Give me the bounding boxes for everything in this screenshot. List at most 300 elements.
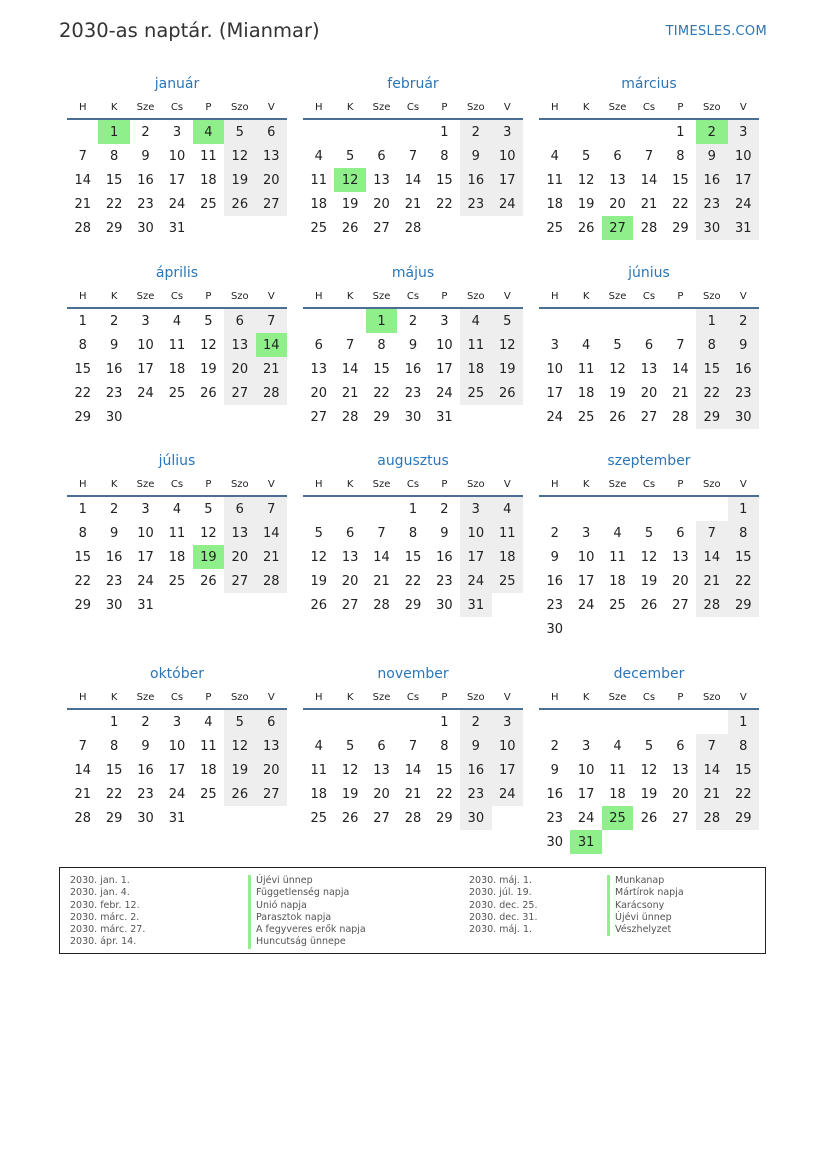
day-cell[interactable]: 10	[168, 148, 186, 164]
day-cell[interactable]: 3	[492, 119, 523, 144]
day-cell[interactable]: 4	[204, 714, 213, 730]
day-cell[interactable]: 26	[492, 381, 523, 405]
day-cell[interactable]: 23	[546, 810, 563, 826]
day-cell[interactable]: 18	[492, 545, 523, 569]
day-cell[interactable]: 6	[613, 148, 622, 164]
day-cell[interactable]: 11	[168, 525, 186, 541]
day-cell[interactable]: 31	[168, 220, 186, 236]
day-cell[interactable]: 8	[676, 148, 685, 164]
day-cell[interactable]: 11	[492, 521, 523, 545]
day-cell[interactable]: 17	[137, 549, 154, 565]
day-cell[interactable]: 9	[408, 337, 418, 353]
day-cell[interactable]: 17	[577, 573, 595, 589]
day-cell[interactable]: 27	[224, 569, 255, 593]
day-cell[interactable]: 9	[550, 549, 559, 565]
day-cell[interactable]: 23	[137, 786, 154, 802]
day-cell[interactable]: 26	[341, 220, 359, 236]
day-cell[interactable]: 21	[373, 573, 390, 589]
day-cell[interactable]: 11	[460, 333, 491, 357]
day-cell[interactable]: 4	[314, 148, 323, 164]
day-cell[interactable]: 13	[310, 361, 327, 377]
day-cell[interactable]: 1	[440, 714, 449, 730]
day-cell[interactable]: 26	[577, 220, 595, 236]
day-cell[interactable]: 24	[577, 597, 595, 613]
day-cell[interactable]: 3	[141, 501, 150, 517]
day-cell[interactable]: 3	[550, 337, 559, 353]
day-cell[interactable]: 14	[404, 762, 422, 778]
day-cell[interactable]: 28	[640, 220, 658, 236]
day-cell[interactable]: 3	[492, 709, 523, 734]
day-cell[interactable]: 3	[172, 714, 182, 730]
day-cell[interactable]: 28	[672, 409, 689, 425]
day-cell[interactable]: 6	[676, 525, 685, 541]
day-cell[interactable]: 16	[105, 361, 123, 377]
day-cell[interactable]: 29	[436, 810, 453, 826]
day-cell[interactable]: 6	[256, 119, 287, 144]
day-cell[interactable]: 31	[168, 810, 186, 826]
day-cell[interactable]: 5	[581, 148, 591, 164]
day-cell[interactable]: 18	[310, 196, 327, 212]
day-cell[interactable]: 12	[640, 762, 658, 778]
day-cell[interactable]: 6	[644, 337, 654, 353]
day-cell[interactable]: 21	[74, 196, 91, 212]
day-cell[interactable]: 19	[200, 361, 217, 377]
day-cell[interactable]: 31	[137, 597, 154, 613]
day-cell[interactable]: 7	[256, 496, 287, 521]
day-cell[interactable]: 15	[105, 762, 123, 778]
day-cell[interactable]: 10	[577, 762, 595, 778]
day-cell[interactable]: 7	[676, 337, 685, 353]
day-cell[interactable]: 8	[78, 337, 87, 353]
day-cell[interactable]: 5	[204, 501, 213, 517]
day-cell[interactable]: 30	[696, 216, 727, 240]
day-cell[interactable]: 4	[550, 148, 559, 164]
day-cell[interactable]: 11	[609, 549, 626, 565]
day-cell[interactable]: 23	[460, 192, 491, 216]
day-cell[interactable]: 13	[609, 172, 626, 188]
day-cell[interactable]: 20	[224, 357, 255, 381]
day-cell[interactable]: 21	[256, 545, 287, 569]
day-cell[interactable]: 19	[492, 357, 523, 381]
day-cell[interactable]: 16	[696, 168, 727, 192]
day-cell[interactable]: 10	[577, 549, 595, 565]
day-cell[interactable]: 14	[696, 758, 727, 782]
day-cell[interactable]: 15	[404, 549, 422, 565]
day-cell[interactable]: 22	[105, 786, 123, 802]
day-cell[interactable]: 2	[550, 738, 559, 754]
day-cell[interactable]: 13	[640, 361, 658, 377]
day-cell[interactable]: 18	[200, 172, 217, 188]
day-cell[interactable]: 13	[672, 762, 689, 778]
day-cell[interactable]: 14	[696, 545, 727, 569]
day-cell[interactable]: 21	[256, 357, 287, 381]
day-cell[interactable]: 3	[141, 313, 150, 329]
day-cell[interactable]: 9	[460, 144, 491, 168]
day-cell[interactable]: 17	[728, 168, 759, 192]
day-cell[interactable]: 15	[672, 172, 689, 188]
day-cell[interactable]: 20	[672, 786, 689, 802]
day-cell[interactable]: 10	[492, 734, 523, 758]
day-cell[interactable]: 14	[74, 762, 91, 778]
day-cell[interactable]: 19	[341, 196, 359, 212]
day-cell[interactable]: 11	[577, 361, 595, 377]
day-cell[interactable]: 4	[193, 119, 224, 144]
day-cell[interactable]: 16	[137, 762, 154, 778]
day-cell[interactable]: 1	[408, 501, 418, 517]
day-cell[interactable]: 10	[728, 144, 759, 168]
day-cell[interactable]: 1	[676, 124, 685, 140]
day-cell[interactable]: 14	[74, 172, 91, 188]
day-cell[interactable]: 24	[436, 385, 453, 401]
day-cell[interactable]: 5	[224, 119, 255, 144]
day-cell[interactable]: 9	[109, 337, 119, 353]
day-cell[interactable]: 25	[602, 806, 633, 830]
day-cell[interactable]: 12	[310, 549, 327, 565]
day-cell[interactable]: 1	[366, 308, 397, 333]
day-cell[interactable]: 25	[492, 569, 523, 593]
day-cell[interactable]: 23	[105, 385, 123, 401]
day-cell[interactable]: 30	[137, 220, 154, 236]
day-cell[interactable]: 12	[492, 333, 523, 357]
day-cell[interactable]: 6	[314, 337, 323, 353]
day-cell[interactable]: 22	[436, 196, 453, 212]
day-cell[interactable]: 8	[728, 734, 759, 758]
day-cell[interactable]: 29	[672, 220, 689, 236]
site-link[interactable]: TIMESLES.COM	[665, 24, 767, 39]
day-cell[interactable]: 3	[728, 119, 759, 144]
day-cell[interactable]: 8	[78, 525, 87, 541]
day-cell[interactable]: 30	[460, 806, 491, 830]
day-cell[interactable]: 6	[676, 738, 685, 754]
day-cell[interactable]: 9	[109, 525, 119, 541]
day-cell[interactable]: 25	[310, 810, 327, 826]
day-cell[interactable]: 12	[640, 549, 658, 565]
day-cell[interactable]: 10	[460, 521, 491, 545]
day-cell[interactable]: 15	[436, 172, 453, 188]
day-cell[interactable]: 5	[492, 308, 523, 333]
day-cell[interactable]: 23	[460, 782, 491, 806]
day-cell[interactable]: 24	[577, 810, 595, 826]
day-cell[interactable]: 8	[408, 525, 418, 541]
day-cell[interactable]: 29	[404, 597, 422, 613]
day-cell[interactable]: 15	[74, 361, 91, 377]
day-cell[interactable]: 1	[78, 313, 87, 329]
day-cell[interactable]: 31	[460, 593, 491, 617]
day-cell[interactable]: 18	[577, 385, 595, 401]
day-cell[interactable]: 2	[440, 501, 449, 517]
day-cell[interactable]: 27	[341, 597, 359, 613]
day-cell[interactable]: 27	[373, 220, 390, 236]
day-cell[interactable]: 27	[310, 409, 327, 425]
day-cell[interactable]: 16	[546, 786, 563, 802]
day-cell[interactable]: 5	[345, 738, 355, 754]
day-cell[interactable]: 8	[109, 738, 119, 754]
day-cell[interactable]: 22	[728, 569, 759, 593]
day-cell[interactable]: 14	[640, 172, 658, 188]
day-cell[interactable]: 22	[74, 573, 91, 589]
day-cell[interactable]: 28	[256, 569, 287, 593]
day-cell[interactable]: 2	[460, 709, 491, 734]
day-cell[interactable]: 2	[460, 119, 491, 144]
day-cell[interactable]: 7	[408, 148, 418, 164]
day-cell[interactable]: 19	[640, 786, 658, 802]
day-cell[interactable]: 25	[577, 409, 595, 425]
day-cell[interactable]: 22	[373, 385, 390, 401]
day-cell[interactable]: 16	[436, 549, 453, 565]
day-cell[interactable]: 26	[200, 573, 217, 589]
day-cell[interactable]: 17	[436, 361, 453, 377]
day-cell[interactable]: 17	[577, 786, 595, 802]
day-cell[interactable]: 10	[137, 525, 154, 541]
day-cell[interactable]: 6	[377, 148, 386, 164]
day-cell[interactable]: 27	[256, 782, 287, 806]
day-cell[interactable]: 22	[105, 196, 123, 212]
day-cell[interactable]: 21	[696, 782, 727, 806]
day-cell[interactable]: 28	[404, 810, 422, 826]
day-cell[interactable]: 15	[696, 357, 727, 381]
day-cell[interactable]: 1	[440, 124, 449, 140]
day-cell[interactable]: 15	[105, 172, 123, 188]
day-cell[interactable]: 25	[460, 381, 491, 405]
day-cell[interactable]: 14	[256, 521, 287, 545]
day-cell[interactable]: 30	[105, 597, 123, 613]
day-cell[interactable]: 14	[404, 172, 422, 188]
day-cell[interactable]: 12	[341, 762, 359, 778]
day-cell[interactable]: 20	[672, 573, 689, 589]
day-cell[interactable]: 30	[546, 834, 563, 850]
day-cell[interactable]: 24	[168, 196, 186, 212]
day-cell[interactable]: 29	[105, 220, 123, 236]
day-cell[interactable]: 10	[168, 738, 186, 754]
day-cell[interactable]: 12	[224, 734, 255, 758]
day-cell[interactable]: 18	[200, 762, 217, 778]
day-cell[interactable]: 20	[609, 196, 626, 212]
day-cell[interactable]: 16	[460, 168, 491, 192]
day-cell[interactable]: 13	[256, 734, 287, 758]
day-cell[interactable]: 20	[373, 196, 390, 212]
day-cell[interactable]: 2	[696, 119, 727, 144]
day-cell[interactable]: 25	[609, 597, 626, 613]
day-cell[interactable]: 1	[98, 119, 129, 144]
day-cell[interactable]: 16	[546, 573, 563, 589]
day-cell[interactable]: 21	[404, 196, 422, 212]
day-cell[interactable]: 15	[74, 549, 91, 565]
day-cell[interactable]: 17	[546, 385, 563, 401]
day-cell[interactable]: 7	[408, 738, 418, 754]
day-cell[interactable]: 28	[696, 593, 727, 617]
day-cell[interactable]: 27	[224, 381, 255, 405]
day-cell[interactable]: 5	[224, 709, 255, 734]
day-cell[interactable]: 6	[345, 525, 355, 541]
day-cell[interactable]: 28	[696, 806, 727, 830]
day-cell[interactable]: 15	[728, 545, 759, 569]
day-cell[interactable]: 26	[341, 810, 359, 826]
day-cell[interactable]: 23	[696, 192, 727, 216]
day-cell[interactable]: 25	[200, 196, 217, 212]
day-cell[interactable]: 19	[341, 786, 359, 802]
day-cell[interactable]: 10	[546, 361, 563, 377]
day-cell[interactable]: 22	[696, 381, 727, 405]
day-cell[interactable]: 25	[168, 385, 186, 401]
day-cell[interactable]: 19	[640, 573, 658, 589]
day-cell[interactable]: 13	[224, 521, 255, 545]
day-cell[interactable]: 31	[436, 409, 453, 425]
day-cell[interactable]: 22	[74, 385, 91, 401]
day-cell[interactable]: 19	[193, 545, 224, 569]
day-cell[interactable]: 19	[224, 168, 255, 192]
day-cell[interactable]: 6	[377, 738, 386, 754]
day-cell[interactable]: 29	[105, 810, 123, 826]
day-cell[interactable]: 20	[640, 385, 658, 401]
day-cell[interactable]: 2	[408, 313, 418, 329]
day-cell[interactable]: 3	[581, 525, 591, 541]
day-cell[interactable]: 31	[728, 216, 759, 240]
day-cell[interactable]: 28	[373, 597, 390, 613]
day-cell[interactable]: 2	[141, 124, 150, 140]
day-cell[interactable]: 28	[341, 409, 359, 425]
day-cell[interactable]: 30	[436, 597, 453, 613]
day-cell[interactable]: 2	[550, 525, 559, 541]
day-cell[interactable]: 7	[78, 738, 87, 754]
day-cell[interactable]: 27	[602, 216, 633, 240]
day-cell[interactable]: 4	[613, 738, 622, 754]
day-cell[interactable]: 11	[310, 762, 327, 778]
day-cell[interactable]: 26	[640, 810, 658, 826]
day-cell[interactable]: 26	[224, 782, 255, 806]
day-cell[interactable]: 7	[377, 525, 386, 541]
day-cell[interactable]: 29	[728, 806, 759, 830]
day-cell[interactable]: 4	[492, 496, 523, 521]
day-cell[interactable]: 1	[728, 496, 759, 521]
day-cell[interactable]: 9	[728, 333, 759, 357]
day-cell[interactable]: 5	[345, 148, 355, 164]
day-cell[interactable]: 19	[224, 758, 255, 782]
day-cell[interactable]: 12	[334, 168, 365, 192]
day-cell[interactable]: 19	[577, 196, 595, 212]
day-cell[interactable]: 25	[310, 220, 327, 236]
day-cell[interactable]: 1	[78, 501, 87, 517]
day-cell[interactable]: 9	[460, 734, 491, 758]
day-cell[interactable]: 27	[373, 810, 390, 826]
day-cell[interactable]: 17	[492, 168, 523, 192]
day-cell[interactable]: 5	[644, 738, 654, 754]
day-cell[interactable]: 12	[200, 337, 217, 353]
day-cell[interactable]: 2	[728, 308, 759, 333]
day-cell[interactable]: 11	[200, 148, 217, 164]
day-cell[interactable]: 29	[373, 409, 390, 425]
day-cell[interactable]: 17	[168, 172, 186, 188]
day-cell[interactable]: 31	[570, 830, 601, 854]
day-cell[interactable]: 12	[609, 361, 626, 377]
day-cell[interactable]: 14	[341, 361, 359, 377]
day-cell[interactable]: 13	[256, 144, 287, 168]
day-cell[interactable]: 2	[109, 501, 119, 517]
day-cell[interactable]: 28	[256, 381, 287, 405]
day-cell[interactable]: 23	[404, 385, 422, 401]
day-cell[interactable]: 16	[137, 172, 154, 188]
day-cell[interactable]: 3	[581, 738, 591, 754]
day-cell[interactable]: 16	[404, 361, 422, 377]
day-cell[interactable]: 24	[460, 569, 491, 593]
day-cell[interactable]: 25	[546, 220, 563, 236]
day-cell[interactable]: 24	[728, 192, 759, 216]
day-cell[interactable]: 4	[460, 308, 491, 333]
day-cell[interactable]: 27	[672, 810, 689, 826]
day-cell[interactable]: 16	[105, 549, 123, 565]
day-cell[interactable]: 5	[644, 525, 654, 541]
day-cell[interactable]: 16	[728, 357, 759, 381]
day-cell[interactable]: 16	[460, 758, 491, 782]
day-cell[interactable]: 18	[609, 786, 626, 802]
day-cell[interactable]: 8	[377, 337, 386, 353]
day-cell[interactable]: 26	[200, 385, 217, 401]
day-cell[interactable]: 21	[640, 196, 658, 212]
day-cell[interactable]: 7	[256, 308, 287, 333]
day-cell[interactable]: 14	[373, 549, 390, 565]
day-cell[interactable]: 2	[109, 313, 119, 329]
day-cell[interactable]: 11	[310, 172, 327, 188]
day-cell[interactable]: 30	[546, 621, 563, 637]
day-cell[interactable]: 2	[141, 714, 150, 730]
day-cell[interactable]: 10	[492, 144, 523, 168]
day-cell[interactable]: 5	[204, 313, 213, 329]
day-cell[interactable]: 14	[256, 333, 287, 357]
day-cell[interactable]: 18	[168, 549, 186, 565]
day-cell[interactable]: 26	[224, 192, 255, 216]
day-cell[interactable]: 12	[200, 525, 217, 541]
day-cell[interactable]: 6	[256, 709, 287, 734]
day-cell[interactable]: 22	[404, 573, 422, 589]
day-cell[interactable]: 3	[440, 313, 449, 329]
day-cell[interactable]: 3	[460, 496, 491, 521]
day-cell[interactable]: 18	[609, 573, 626, 589]
day-cell[interactable]: 17	[137, 361, 154, 377]
day-cell[interactable]: 4	[172, 501, 182, 517]
day-cell[interactable]: 6	[224, 496, 255, 521]
day-cell[interactable]: 8	[109, 148, 119, 164]
day-cell[interactable]: 3	[172, 124, 182, 140]
day-cell[interactable]: 9	[141, 148, 150, 164]
day-cell[interactable]: 17	[168, 762, 186, 778]
day-cell[interactable]: 8	[728, 521, 759, 545]
day-cell[interactable]: 18	[460, 357, 491, 381]
day-cell[interactable]: 5	[314, 525, 323, 541]
day-cell[interactable]: 9	[550, 762, 559, 778]
day-cell[interactable]: 18	[310, 786, 327, 802]
day-cell[interactable]: 30	[404, 409, 422, 425]
day-cell[interactable]: 5	[613, 337, 622, 353]
day-cell[interactable]: 21	[74, 786, 91, 802]
day-cell[interactable]: 8	[696, 333, 727, 357]
day-cell[interactable]: 29	[696, 405, 727, 429]
day-cell[interactable]: 7	[78, 148, 87, 164]
day-cell[interactable]: 17	[492, 758, 523, 782]
day-cell[interactable]: 7	[644, 148, 654, 164]
day-cell[interactable]: 11	[609, 762, 626, 778]
day-cell[interactable]: 14	[672, 361, 689, 377]
day-cell[interactable]: 24	[492, 782, 523, 806]
day-cell[interactable]: 25	[200, 786, 217, 802]
day-cell[interactable]: 22	[672, 196, 689, 212]
day-cell[interactable]: 21	[404, 786, 422, 802]
day-cell[interactable]: 24	[492, 192, 523, 216]
day-cell[interactable]: 7	[696, 521, 727, 545]
day-cell[interactable]: 30	[137, 810, 154, 826]
day-cell[interactable]: 15	[373, 361, 390, 377]
day-cell[interactable]: 11	[546, 172, 563, 188]
day-cell[interactable]: 13	[672, 549, 689, 565]
day-cell[interactable]: 28	[74, 810, 91, 826]
